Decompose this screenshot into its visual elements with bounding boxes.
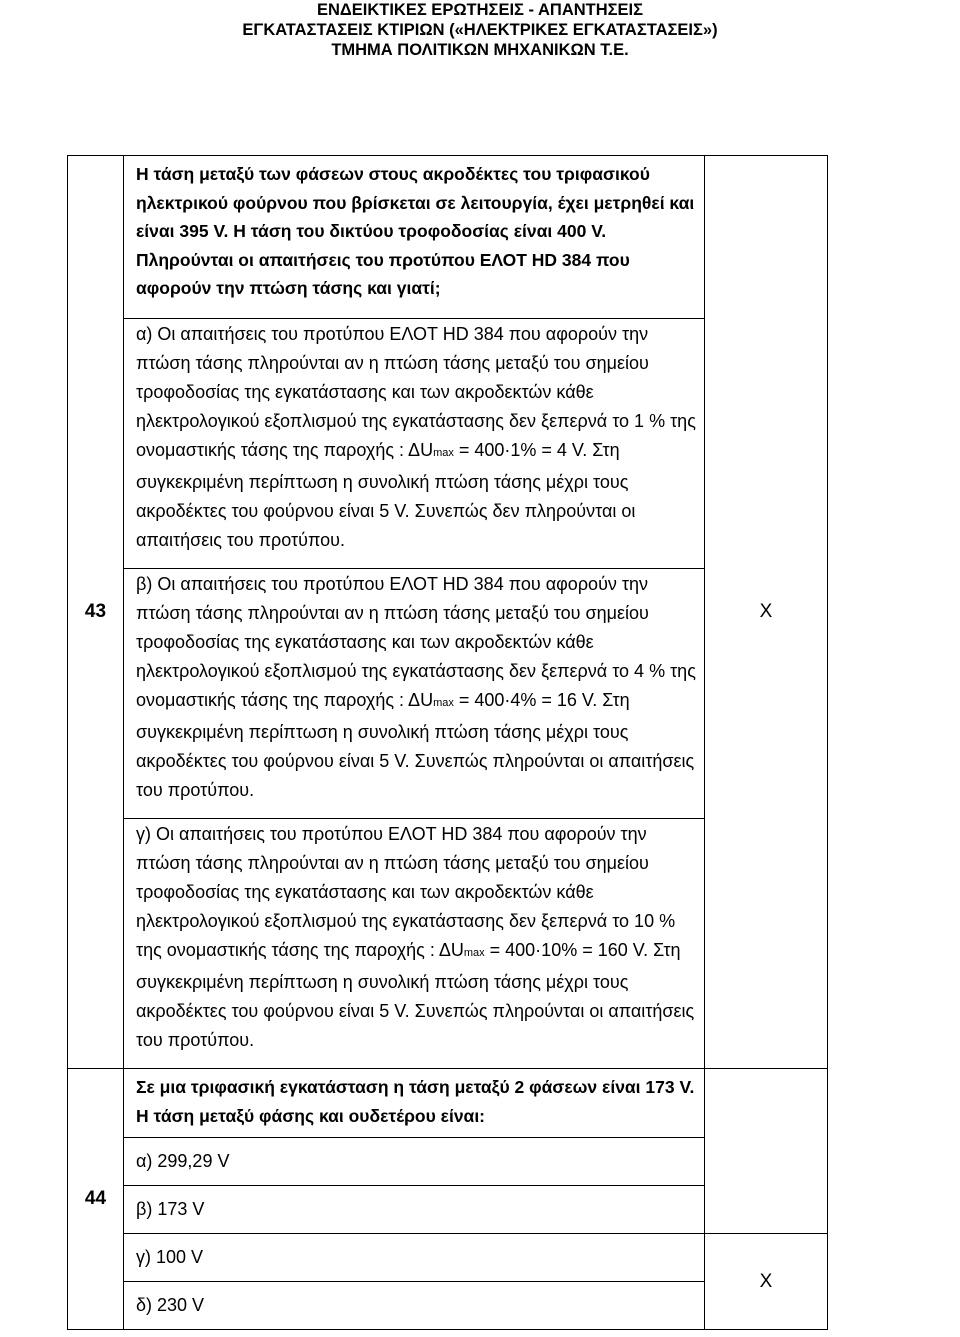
question-text: Η τάση μεταξύ των φάσεων στους ακροδέκτες του τριφασικού ηλεκτρικού φούρνου που βρίσκεται σε λειτουργία, έχει μετρηθεί και είναι 395 V. Η τάση του δικτύου τροφοδοσίας είναι 400 V. Πληρούνται οι απαιτήσεις του προτύπου ΕΛΟΤ HD 384 που αφορούν την πτώση τάσης και γιατί; bbox=[124, 156, 705, 319]
question-number: 44 bbox=[68, 1069, 124, 1330]
header-line-3: ΤΜΗΜΑ ΠΟΛΙΤΙΚΩΝ ΜΗΧΑΝΙΚΩΝ Τ.Ε. bbox=[331, 41, 629, 59]
question-44-row bbox=[68, 1069, 828, 1138]
answer-text: β) Οι απαιτήσεις του προτύπου ΕΛΟΤ HD 384 που αφορούν την πτώση τάσης πληρούνται αν η πτώση τάσης μεταξύ του σημείου τροφοδοσίας της εγκατάστασης και των ακροδεκτών κάθε ηλεκτρολογικού εξοπλισμού της εγκατάστασης δεν ξεπερνά το 4 % της ονομαστικής τάσης της παροχής : ΔUmax = 400·4% = 16 V. Στη συγκεκριμένη περίπτωση η συνολική πτώση τάσης μέχρι τους ακροδέκτες του φούρνου είναι 5 V. Συνεπώς πληρούνται οι απαιτήσεις του προτύπου. bbox=[124, 569, 705, 819]
answer-mark: Χ bbox=[759, 601, 773, 622]
question-43-row bbox=[68, 156, 828, 319]
answer-mark-cell bbox=[705, 1069, 828, 1234]
answer-text: α) Οι απαιτήσεις του προτύπου ΕΛΟΤ HD 384 που αφορούν την πτώση τάσης πληρούνται αν η πτώση τάσης μεταξύ του σημείου τροφοδοσίας της εγκατάστασης και των ακροδεκτών κάθε ηλεκτρολογικού εξοπλισμού της εγκατάστασης δεν ξεπερνά το 1 % της ονομαστικής τάσης της παροχής : ΔUmax = 400·1% = 4 V. Στη συγκεκριμένη περίπτωση η συνολική πτώση τάσης μέχρι τους ακροδέκτες του φούρνου είναι 5 V. Συνεπώς δεν πληρούνται οι απαιτήσεις του προτύπου. bbox=[124, 319, 705, 569]
option-text: δ) 230 V bbox=[124, 1282, 705, 1330]
question-number: 43 bbox=[68, 156, 124, 1069]
option-row-c bbox=[68, 1234, 828, 1282]
document-header bbox=[0, 0, 960, 60]
answer-mark: Χ bbox=[759, 1270, 773, 1292]
option-text: β) 173 V bbox=[124, 1186, 705, 1234]
questions-table bbox=[67, 155, 828, 1330]
answer-text: γ) Οι απαιτήσεις του προτύπου ΕΛΟΤ HD 384 που αφορούν την πτώση τάσης πληρούνται αν η πτώση τάσης μεταξύ του σημείου τροφοδοσίας της εγκατάστασης και των ακροδεκτών κάθε ηλεκτρολογικού εξοπλισμού της εγκατάστασης δεν ξεπερνά το 10 % της ονομαστικής τάσης της παροχής : ΔUmax = 400·10% = 160 V. Στη συγκεκριμένη περίπτωση η συνολική πτώση τάσης μέχρι τους ακροδέκτες του φούρνου είναι 5 V. Συνεπώς πληρούνται οι απαιτήσεις του προτύπου. bbox=[124, 819, 705, 1069]
option-text: γ) 100 V bbox=[124, 1234, 705, 1282]
answer-mark-cell bbox=[705, 156, 828, 1069]
header-line-2: ΕΓΚΑΤΑΣΤΑΣΕΙΣ ΚΤΙΡΙΩΝ («ΗΛΕΚΤΡΙΚΕΣ ΕΓΚΑΤΑΣΤΑΣΕΙΣ») bbox=[242, 21, 718, 39]
option-text: α) 299,29 V bbox=[124, 1138, 705, 1186]
question-text: Σε μια τριφασική εγκατάσταση η τάση μεταξύ 2 φάσεων είναι 173 V. Η τάση μεταξύ φάσης και ουδετέρου είναι: bbox=[124, 1069, 705, 1138]
answer-mark-cell bbox=[705, 1234, 828, 1330]
header-line-1: ΕΝΔΕΙΚΤΙΚΕΣ ΕΡΩΤΗΣΕΙΣ - ΑΠΑΝΤΗΣΕΙΣ bbox=[316, 1, 644, 19]
